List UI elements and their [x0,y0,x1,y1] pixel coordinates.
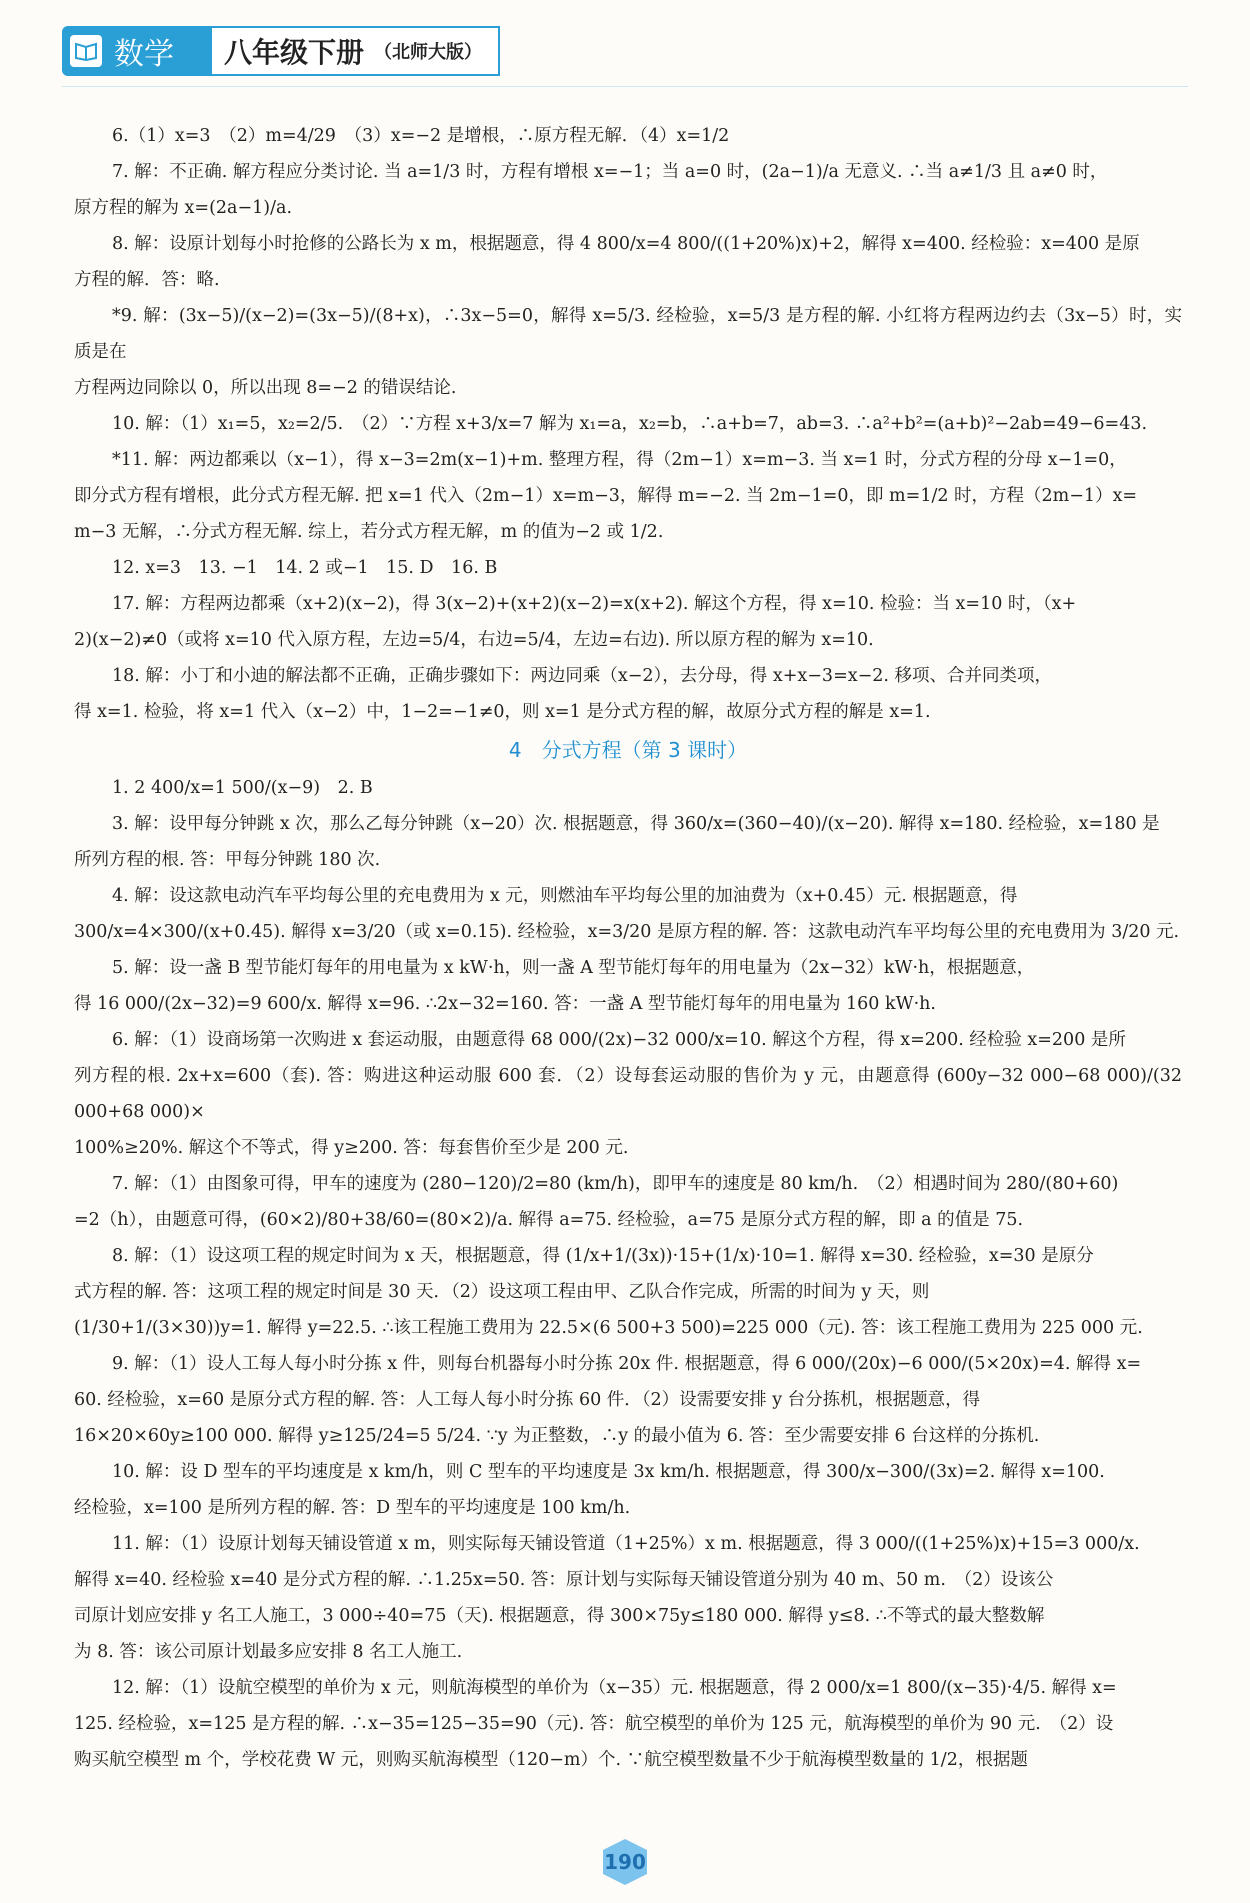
answer-line: 3. 解：设甲每分钟跳 x 次，那么乙每分钟跳（x−20）次. 根据题意，得 360/x=(360−40)/(x−20). 解得 x=180. 经检验，x=180 是 [112,814,1160,834]
answer-line: 原方程的解为 x=(2a−1)/a. [74,198,293,218]
answer-line: 6. 解：（1）设商场第一次购进 x 套运动服，由题意得 68 000/(2x)−32 000/x=10. 解这个方程，得 x=200. 经检验 x=200 是所 [112,1030,1126,1050]
answer-line: 即分式方程有增根，此分式方程无解. 把 x=1 代入（2m−1）x=m−3，解得 m=−2. 当 2m−1=0，即 m=1/2 时，方程（2m−1）x= [74,486,1138,506]
answer-line: 10. 解：设 D 型车的平均速度是 x km/h，则 C 型车的平均速度是 3x km/h. 根据题意，得 300/x−300/(3x)=2. 解得 x=100. [112,1462,1105,1482]
answer-line: 司原计划应安排 y 名工人施工，3 000÷40=75（天). 根据题意，得 300×75y≤180 000. 解得 y≤8. ∴不等式的最大整数解 [74,1606,1045,1626]
answer-line: 300/x=4×300/(x+0.45). 解得 x=3/20（或 x=0.15). 经检验，x=3/20 是原方程的解. 答：这款电动汽车平均每公里的充电费用为 3/20 元. [74,922,1180,942]
answer-line: 为 8. 答：该公司原计划最多应安排 8 名工人施工. [74,1642,463,1662]
answer-line: 5. 解：设一盏 B 型节能灯每年的用电量为 x kW·h，则一盏 A 型节能灯每年的用电量为（2x−32）kW·h，根据题意， [112,958,1035,978]
answer-line: *9. 解：(3x−5)/(x−2)=(3x−5)/(8+x)，∴3x−5=0，解得 x=5/3. 经检验，x=5/3 是方程的解. 小红将方程两边约去（3x−5）时，实质是在 [74,306,1182,362]
answer-line: 8. 解：（1）设这项工程的规定时间为 x 天，根据题意，得 (1/x+1/(3x))·15+(1/x)·10=1. 解得 x=30. 经检验，x=30 是原分 [112,1246,1094,1266]
answer-line: 8. 解：设原计划每小时抢修的公路长为 x m，根据题意，得 4 800/x=4 800/((1+20%)x)+2，解得 x=400. 经检验：x=400 是原 [112,234,1140,254]
answer-line: 17. 解：方程两边都乘（x+2)(x−2)，得 3(x−2)+(x+2)(x−2)=x(x+2). 解这个方程，得 x=10. 检验：当 x=10 时，（x+ [112,594,1077,614]
page-number: 190 [604,1850,646,1874]
subject-badge [62,26,212,76]
answer-line: 12. 解：（1）设航空模型的单价为 x 元，则航海模型的单价为（x−35）元. 根据题意，得 2 000/x=1 800/(x−35)·4/5. 解得 x= [112,1678,1117,1698]
subject-label: 数学 [114,37,174,72]
answer-line: 得 x=1. 检验，将 x=1 代入（x−2）中，1−2=−1≠0，则 x=1 是分式方程的解，故原分式方程的解是 x=1. [74,702,931,722]
answer-line: 7. 解：不正确. 解方程应分类讨论. 当 a=1/3 时，方程有增根 x=−1；当 a=0 时，(2a−1)/a 无意义. ∴当 a≠1/3 且 a≠0 时， [112,162,1108,182]
answer-line: 16×20×60y≥100 000. 解得 y≥125/24=5 5/24. ∵y 为正整数，∴y 的最小值为 6. 答：至少需要安排 6 台这样的分拣机. [74,1426,1040,1446]
title-box [212,26,500,76]
answer-line: 方程两边同除以 0，所以出现 8=−2 的错误结论. [74,378,457,398]
answer-content [74,118,1182,1778]
answer-line: 经检验，x=100 是所列方程的解. 答：D 型车的平均速度是 100 km/h. [74,1498,631,1518]
answer-line: 6.（1）x=3 （2）m=4/29 （3）x=−2 是增根，∴原方程无解．（4）x=1/2 [112,126,730,146]
answer-line: 18. 解：小丁和小迪的解法都不正确，正确步骤如下：两边同乘（x−2），去分母，得 x+x−3=x−2. 移项、合并同类项， [112,666,1053,686]
header-divider [62,86,1188,87]
answer-line: 购买航空模型 m 个，学校花费 W 元，则购买航海模型（120−m）个. ∵航空模型数量不少于航海模型数量的 1/2，根据题 [74,1750,1028,1770]
grade-title: 八年级下册 [224,36,365,69]
answer-line: 式方程的解. 答：这项工程的规定时间是 30 天．（2）设这项工程由甲、乙队合作完成，所需的时间为 y 天，则 [74,1282,930,1302]
answer-line: (1/30+1/(3×30))y=1. 解得 y=22.5. ∴该工程施工费用为 22.5×(6 500+3 500)=225 000（元). 答：该工程施工费用为 225 000 元. [74,1318,1143,1338]
answer-line: 所列方程的根. 答：甲每分钟跳 180 次. [74,850,381,870]
book-icon [70,35,102,67]
answer-line: 得 16 000/(2x−32)=9 600/x. 解得 x=96. ∴2x−32=160. 答：一盏 A 型节能灯每年的用电量为 160 kW·h. [74,994,936,1014]
answer-line: 60. 经检验，x=60 是原分式方程的解. 答：人工每人每小时分拣 60 件．（2）设需要安排 y 台分拣机，根据题意，得 [74,1390,981,1410]
answer-line: 解得 x=40. 经检验 x=40 是分式方程的解. ∴1.25x=50. 答：原计划与实际每天铺设管道分别为 40 m、50 m. （2）设该公 [74,1570,1054,1590]
answer-line: =2（h），由题意可得，(60×2)/80+38/60=(80×2)/a. 解得 a=75. 经检验，a=75 是原分式方程的解，即 a 的值是 75. [74,1210,1024,1230]
answer-line: 125. 经检验，x=125 是方程的解. ∴x−35=125−35=90（元). 答：航空模型的单价为 125 元，航海模型的单价为 90 元. （2）设 [74,1714,1114,1734]
answer-line: 方程的解．答：略. [74,270,220,290]
answer-line: 1. 2 400/x=1 500/(x−9) 2. B [112,778,373,798]
answer-line: 10. 解：（1）x₁=5，x₂=2/5. （2）∵方程 x+3/x=7 解为 x₁=a，x₂=b，∴a+b=7，ab=3. ∴a²+b²=(a+b)²−2ab=49−6=43. [112,414,1148,434]
section-title: 4 分式方程（第 3 课时） [508,738,748,762]
answer-line: 7. 解：（1）由图象可得，甲车的速度为 (280−120)/2=80 (km/h)，即甲车的速度是 80 km/h. （2）相遇时间为 280/(80+60) [112,1174,1119,1194]
answer-line: 12. x=3 13. −1 14. 2 或−1 15. D 16. B [112,558,498,578]
page-number-badge [600,1838,650,1886]
answer-line: 11. 解：（1）设原计划每天铺设管道 x m，则实际每天铺设管道（1+25%）x m. 根据题意，得 3 000/((1+25%)x)+15=3 000/x. [112,1534,1140,1554]
answer-line: 100%≥20%. 解这个不等式，得 y≥200. 答：每套售价至少是 200 元. [74,1138,629,1158]
answer-line: m−3 无解，∴分式方程无解. 综上，若分式方程无解，m 的值为−2 或 1/2. [74,522,664,542]
edition-label: （北师大版） [374,42,483,63]
answer-line: 列方程的根. 2x+x=600（套). 答：购进这种运动服 600 套．（2）设每套运动服的售价为 y 元，由题意得 (600y−32 000−68 000)/(32 000+68 000)× [74,1066,1182,1122]
answer-line: 9. 解：（1）设人工每人每小时分拣 x 件，则每台机器每小时分拣 20x 件. 根据题意，得 6 000/(20x)−6 000/(5×20x)=4. 解得 x= [112,1354,1142,1374]
answer-line: 2)(x−2)≠0（或将 x=10 代入原方程，左边=5/4，右边=5/4，左边=右边). 所以原方程的解为 x=10. [74,630,874,650]
page-header [62,26,500,76]
answer-line: 4. 解：设这款电动汽车平均每公里的充电费用为 x 元，则燃油车平均每公里的加油费为（x+0.45）元. 根据题意，得 [112,886,1018,906]
answer-line: *11. 解：两边都乘以（x−1），得 x−3=2m(x−1)+m. 整理方程，得（2m−1）x=m−3. 当 x=1 时，分式方程的分母 x−1=0， [112,450,1127,470]
